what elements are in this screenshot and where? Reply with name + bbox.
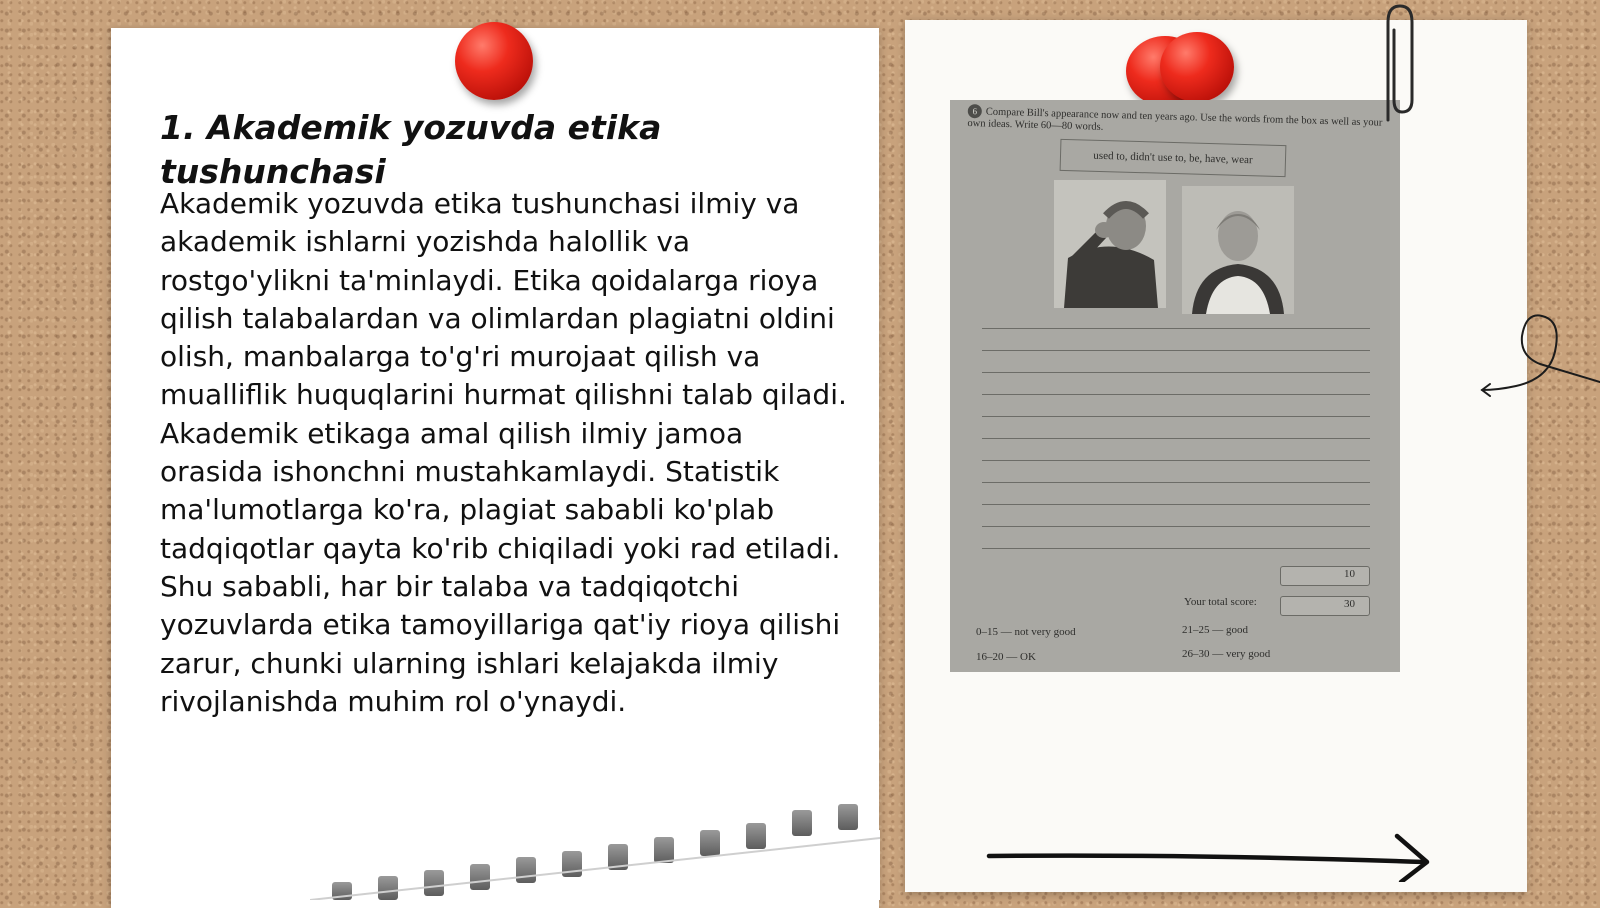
writing-line xyxy=(982,416,1370,417)
writing-line xyxy=(982,548,1370,549)
writing-line xyxy=(982,460,1370,461)
writing-line xyxy=(982,350,1370,351)
writing-line xyxy=(982,438,1370,439)
spiral-binding-decoration xyxy=(310,790,880,900)
total-max-score: 30 xyxy=(1344,598,1355,610)
total-score-box xyxy=(1280,596,1370,616)
writing-line xyxy=(982,394,1370,395)
grading-item: 0–15 — not very good xyxy=(976,626,1076,638)
grading-item: 21–25 — good xyxy=(1182,624,1248,636)
card-heading: 1. Akademik yozuvda etika tushunchasi xyxy=(160,108,662,191)
writing-line xyxy=(982,482,1370,483)
writing-line xyxy=(982,372,1370,373)
doodle-curve-arrow-icon xyxy=(1480,300,1600,410)
word-box: used to, didn't use to, be, have, wear xyxy=(1060,139,1287,177)
instruction-text: Compare Bill's appearance now and ten years ago. Use the words from the box as well as your own ideas. Write 60—80 words. xyxy=(967,106,1383,133)
paper-clip-icon xyxy=(1376,0,1416,130)
total-score-label: Your total score: xyxy=(1184,596,1257,608)
worksheet-instruction xyxy=(967,104,1388,142)
red-pushpin-icon xyxy=(455,22,533,100)
writing-line xyxy=(982,328,1370,329)
grading-item: 16–20 — OK xyxy=(976,651,1036,663)
photo-bill-before xyxy=(1182,186,1294,314)
writing-line xyxy=(982,526,1370,527)
grading-item: 26–30 — very good xyxy=(1182,648,1271,660)
arrow-right-icon xyxy=(985,832,1445,882)
exercise-number: 6 xyxy=(968,104,982,118)
writing-line xyxy=(982,504,1370,505)
section-max-score: 10 xyxy=(1344,568,1355,580)
section-score-box xyxy=(1280,566,1370,586)
card-body-text: Akademik yozuvda etika tushunchasi ilmiy va akademik ishlarni yozishda halollik va rostgo'ylikni ta'minlaydi. Etika qoidalarga rioya qilish talabalardan va olimlardan plagiatni oldini olish, manbalarga to'g'ri murojaat qilish va mualliflik huquqlarini hurmat qilishni talab qiladi. Akademik etikaga amal qilish ilmiy jamoa orasida ishonchni mustahkamlaydi. Statistik ma'lumotlarga ko'ra, plagiat sababli ko'plab tadqiqotlar qayta ko'rib chiqiladi yoki rad etiladi. Shu sababli, har bir talaba va tadqiqotchi yozuvlarda etika tamoyillariga qat'iy rioya qilishi zarur, chunki ularning ishlari kelajakda ilmiy rivojlanishda muhim rol o'ynaydi. xyxy=(160,187,847,718)
worksheet-photo xyxy=(950,100,1400,672)
photo-bill-now xyxy=(1054,180,1166,308)
red-pushpin-icon xyxy=(1160,32,1234,102)
